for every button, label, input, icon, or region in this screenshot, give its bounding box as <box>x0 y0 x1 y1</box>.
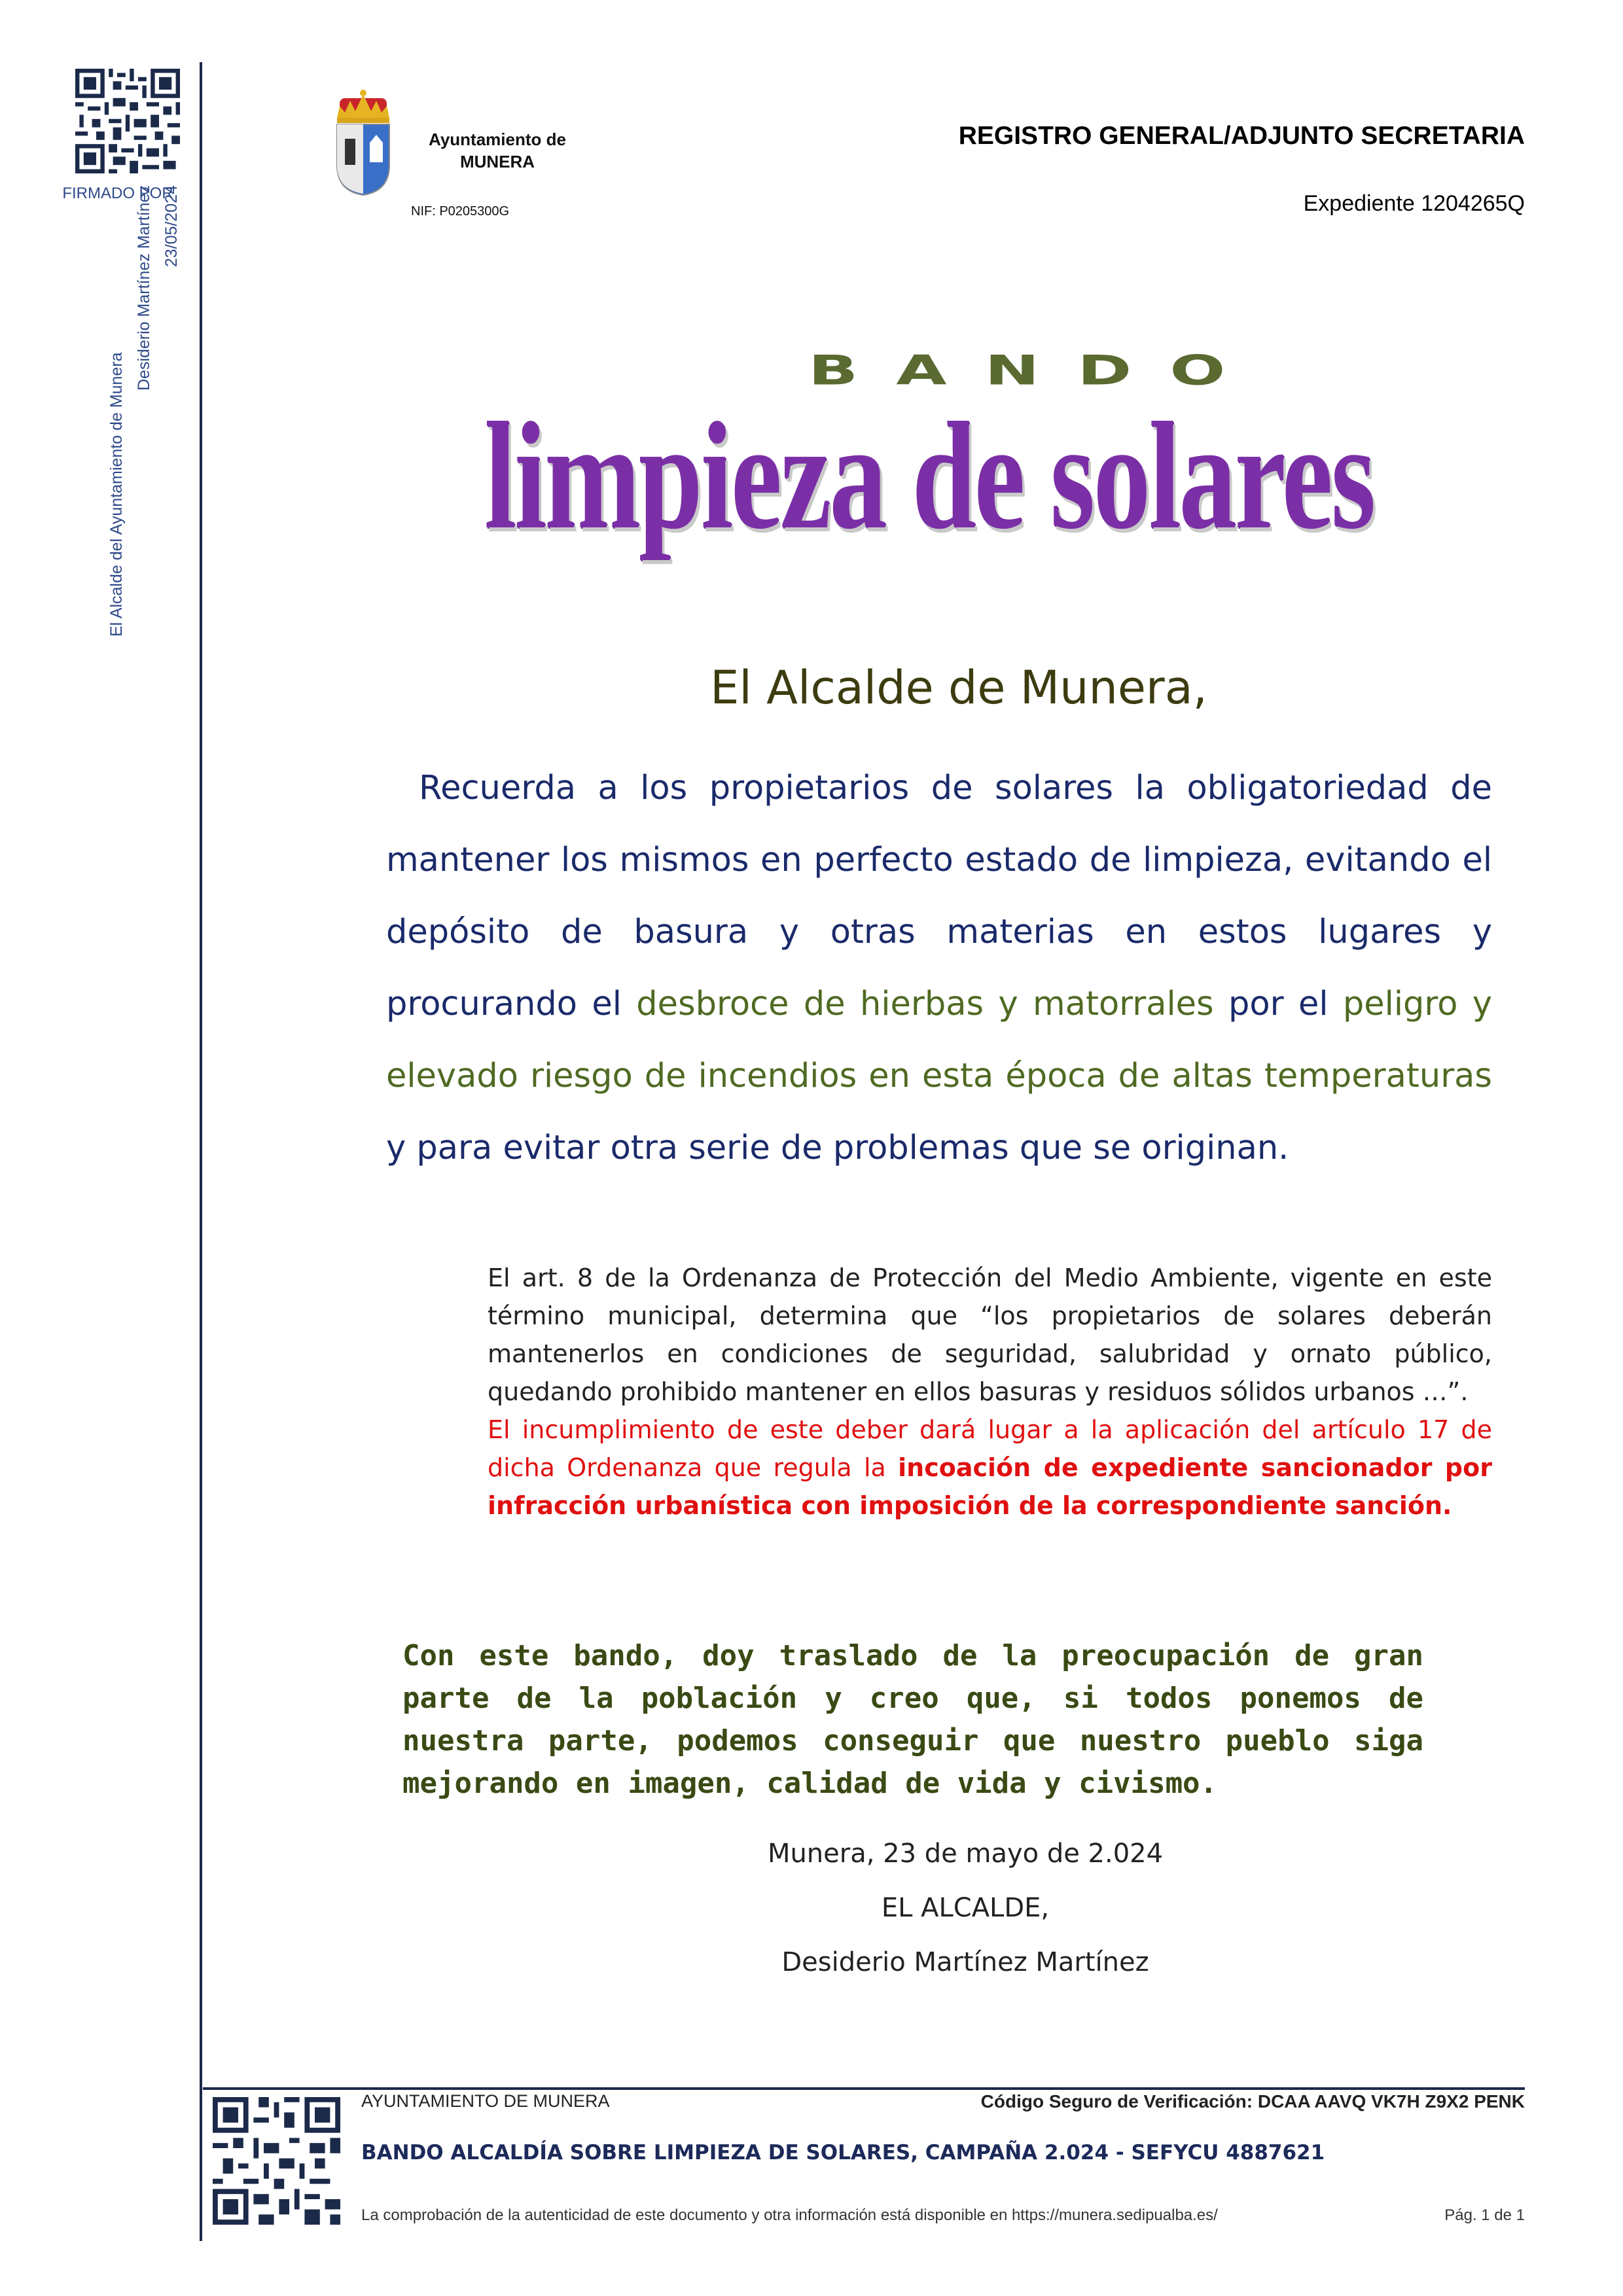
coat-of-arms-logo <box>330 86 396 198</box>
registry-heading: REGISTRO GENERAL/ADJUNTO SECRETARIA <box>958 122 1525 150</box>
footer-rule <box>203 2087 1525 2090</box>
ordinance-article <box>488 1259 1492 1525</box>
organization-line-1: Ayuntamiento de <box>429 130 566 149</box>
qr-code-footer <box>213 2097 340 2225</box>
left-margin-rule <box>200 62 202 2241</box>
main-paragraph-part-2: por el <box>1213 985 1343 1023</box>
signature-role: EL ALCALDE, <box>881 1893 1050 1923</box>
footer-document-title: BANDO ALCALDÍA SOBRE LIMPIEZA DE SOLARES, CAMPAÑA 2.024 - SEFYCU 4887621 <box>361 2141 1325 2164</box>
organization-name <box>406 128 589 173</box>
main-paragraph <box>386 752 1492 1184</box>
signer-name: Desiderio Martínez Martínez <box>135 185 153 391</box>
main-paragraph-part-3: y para evitar otra serie de problemas que se originan. <box>386 1129 1289 1167</box>
footer-organization: AYUNTAMIENTO DE MUNERA <box>361 2091 610 2111</box>
signed-by-label: FIRMADO POR <box>62 185 173 202</box>
main-paragraph-highlight-1: desbroce de hierbas y matorrales <box>636 985 1214 1023</box>
nif-number: NIF: P0205300G <box>411 204 510 219</box>
article-text: El art. 8 de la Ordenanza de Protección del Medio Ambiente, vigente en este término municipal, determina que “los propietarios de solares deberán mantenerlos en condiciones de seguridad, salubridad y ornato público, quedando prohibido mantener en ellos basuras y residuos sólidos urbanos …”. <box>488 1263 1492 1406</box>
signature-stamp-vertical <box>103 139 185 637</box>
organization-line-2: MUNERA <box>459 152 535 171</box>
article-warning-text: El incumplimiento de este deber dará lugar a la aplicación del artículo 17 de dicha Ordenanza que regula la <box>488 1415 1492 1482</box>
main-title: limpieza de solares <box>484 391 1374 561</box>
bando-heading: BANDO <box>808 347 1264 395</box>
footer-verification-note: La comprobación de la autenticidad de este documento y otra información está disponible en https://munera.sedipualba.es/ <box>361 2206 1218 2224</box>
signature-name: Desiderio Martínez Martínez <box>781 1947 1149 1977</box>
signer-role: El Alcalde del Ayuntamiento de Munera <box>107 352 126 637</box>
closing-paragraph: Con este bando, doy traslado de la preocupación de gran parte de la población y creo que, si todos ponemos de nuestra parte, podemos conseguir que nuestro pueblo siga mejorando en imagen, calidad de vida y civismo. <box>402 1639 1423 1800</box>
main-paragraph-part-1: Recuerda a los propietarios de solares la obligatoriedad de mantener los mismos en perfecto estado de limpieza, evitando el depósito de basura y otras materias en estos lugares y procurando el <box>386 769 1492 1023</box>
signature-place-date: Munera, 23 de mayo de 2.024 <box>767 1839 1164 1869</box>
footer-verification-code: Código Seguro de Verificación: DCAA AAVQ VK7H Z9X2 PENK <box>980 2091 1525 2111</box>
main-paragraph-highlight-2: peligro y elevado riesgo de incendios en esta época de altas temperaturas <box>386 985 1493 1095</box>
signed-date: 23/05/2024 <box>162 185 181 268</box>
article-warning <box>488 1411 1492 1525</box>
expediente-number: Expediente 1204265Q <box>1303 191 1525 216</box>
greeting-heading <box>0 661 1623 715</box>
greeting-text: El Alcalde de Munera, <box>710 661 1207 715</box>
footer-page-number: Pág. 1 de 1 <box>1444 2206 1525 2224</box>
article-warning-bold: incoación de expediente sancionador por infracción urbanística con imposición de la correspondiente sanción. <box>488 1453 1492 1520</box>
